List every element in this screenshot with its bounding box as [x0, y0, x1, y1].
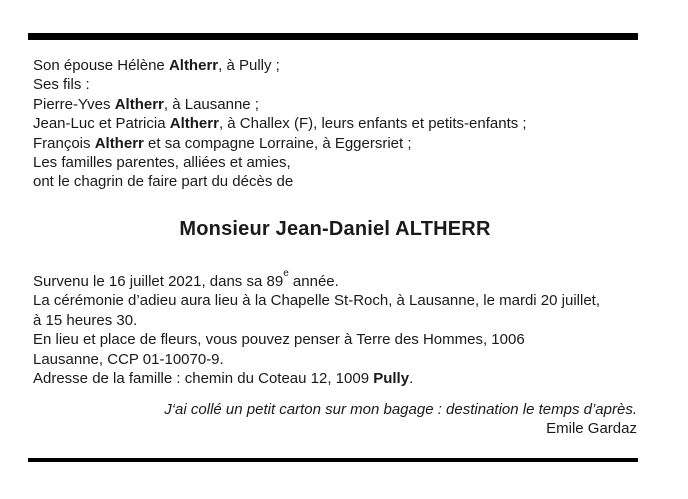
text-segment: Adresse de la famille : chemin du Coteau 12, 1009: [33, 370, 374, 388]
text-segment: .: [409, 370, 414, 388]
intro-line-announce: ont le chagrin de faire part du décès de: [33, 173, 294, 191]
surname-bold: Altherr: [114, 95, 164, 113]
details-line-ceremony-time: à 15 heures 30.: [33, 311, 138, 329]
city-bold: Pully: [373, 370, 410, 388]
details-line-death-date: [33, 268, 637, 291]
text-segment: , à Pully ;: [218, 57, 280, 74]
details-line-donations: En lieu et place de fleurs, vous pouvez penser à Terre des Hommes, 1006: [33, 331, 525, 349]
bottom-rule: [28, 458, 638, 462]
top-rule: [28, 33, 638, 40]
text-segment: Pierre-Yves: [33, 95, 115, 113]
details-line-family-address: [33, 369, 637, 388]
intro-paragraph: [33, 56, 637, 192]
details-line-ccp: Lausanne, CCP 01-10070-9.: [33, 350, 224, 368]
text-segment: , à Challex (F), leurs enfants et petits-enfants ;: [218, 115, 527, 133]
deceased-name-title: Monsieur Jean-Daniel ALTHERR: [179, 218, 491, 240]
text-segment: , à Lausanne ;: [163, 95, 259, 113]
details-line-ceremony: La cérémonie d’adieu aura lieu à la Chapelle St-Roch, à Lausanne, le mardi 20 juillet,: [33, 292, 601, 310]
text-segment: Jean-Luc et Patricia: [33, 115, 170, 133]
text-segment: Survenu le 16 juillet 2021, dans sa 89: [33, 273, 284, 290]
surname-bold: Altherr: [168, 57, 219, 74]
intro-line-spouse: [33, 56, 637, 75]
quote-text: J‘ai collé un petit carton sur mon bagage : destination le temps d’après.: [164, 401, 637, 418]
ordinal-superscript: e: [283, 268, 289, 279]
intro-line-son2: [33, 114, 637, 133]
text-segment: Son épouse Hélène: [33, 57, 169, 74]
intro-line-sons: Ses fils :: [33, 76, 90, 94]
text-segment: année.: [288, 273, 339, 290]
intro-line-families: Les familles parentes, alliées et amies,: [33, 154, 291, 172]
surname-bold: Altherr: [169, 115, 219, 133]
intro-line-son3: [33, 134, 637, 153]
details-paragraph: [33, 268, 637, 388]
quote-section: [33, 400, 637, 439]
quote-author: Emile Gardaz: [546, 420, 637, 438]
text-segment: et sa compagne Lorraine, à Eggersriet ;: [143, 134, 412, 152]
intro-line-son1: [33, 95, 637, 114]
text-segment: François: [33, 134, 95, 152]
surname-bold: Altherr: [94, 134, 144, 152]
